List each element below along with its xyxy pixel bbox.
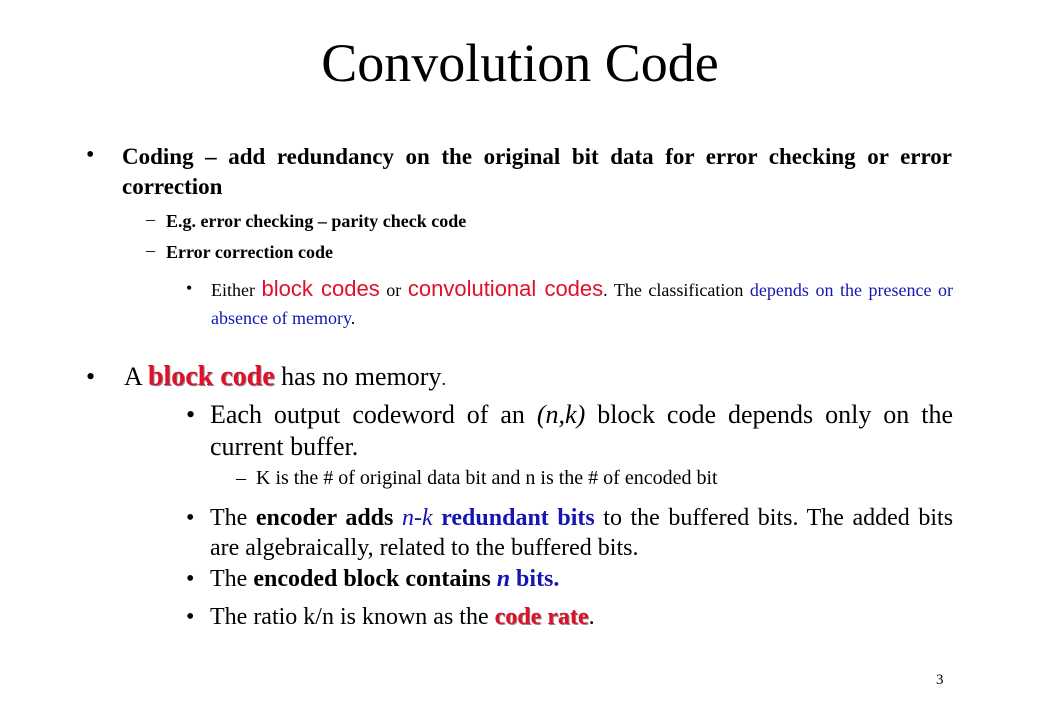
highlight-memory: depends on the presence or absence of memory: [211, 280, 954, 328]
bullet-marker: •: [186, 604, 195, 630]
text: The: [210, 505, 256, 531]
sub-item-parity-check: E.g. error checking – parity check code: [166, 211, 467, 231]
bullet-marker: •: [186, 400, 196, 429]
sub-item-error-correction: Error correction code: [166, 242, 333, 262]
text: Either: [211, 280, 262, 300]
item-encoder-adds: [210, 503, 953, 563]
text: or: [379, 280, 408, 300]
sub-bullet-classification: [211, 275, 953, 332]
highlight-n: n: [496, 566, 511, 592]
dash-marker: –: [146, 209, 155, 229]
highlight-convolutional-codes: convolutional codes: [407, 276, 604, 301]
slide-title: Convolution Code: [321, 33, 719, 93]
bullet-marker: •: [186, 505, 195, 531]
text: The: [210, 566, 254, 592]
dash-marker: –: [236, 467, 246, 489]
bullet-marker: •: [86, 362, 96, 391]
bold-encoder-adds: encoder adds: [255, 505, 394, 531]
bullet-block-code: [124, 360, 944, 396]
highlight-code-rate: code rate: [494, 604, 589, 630]
bold-encoded-block: encoded block contains: [253, 566, 491, 592]
highlight-block-code: block code: [147, 361, 275, 392]
text: to the buffered bits. The added bits are algebraically, related to the buffered bits.: [210, 505, 954, 561]
text: The ratio k/n is known as the: [210, 604, 495, 630]
highlight-bits: bits.: [516, 566, 560, 592]
item-code-rate: [210, 602, 953, 632]
text: . The classification: [603, 280, 750, 300]
text: [393, 505, 402, 531]
bullet-marker: •: [86, 142, 95, 168]
text: Each output codeword of an: [210, 400, 537, 429]
dash-marker: –: [146, 240, 155, 260]
text: [433, 505, 442, 531]
highlight-n-minus-k: n-k: [401, 505, 433, 531]
sub-item-k-n-definition: K is the # of original data bit and n is the # of encoded bit: [256, 467, 718, 489]
bullet-coding: Coding – add redundancy on the original bit data for error checking or error correction: [122, 144, 952, 199]
text: has no memory: [274, 362, 442, 391]
bullet-marker: •: [186, 566, 195, 592]
text: A: [124, 362, 148, 391]
page-number: 3: [936, 672, 944, 688]
item-encoded-block: [210, 564, 953, 594]
highlight-redundant-bits: redundant bits: [441, 505, 595, 531]
highlight-block-codes: block codes: [261, 276, 380, 301]
text: block code depends only on the current buffer.: [210, 400, 953, 461]
bullet-marker: •: [186, 278, 193, 298]
text: .: [588, 604, 595, 630]
nk-notation: (n,k): [536, 400, 586, 429]
text: .: [441, 369, 446, 389]
text: .: [350, 308, 356, 328]
item-each-output-codeword: [210, 399, 953, 463]
